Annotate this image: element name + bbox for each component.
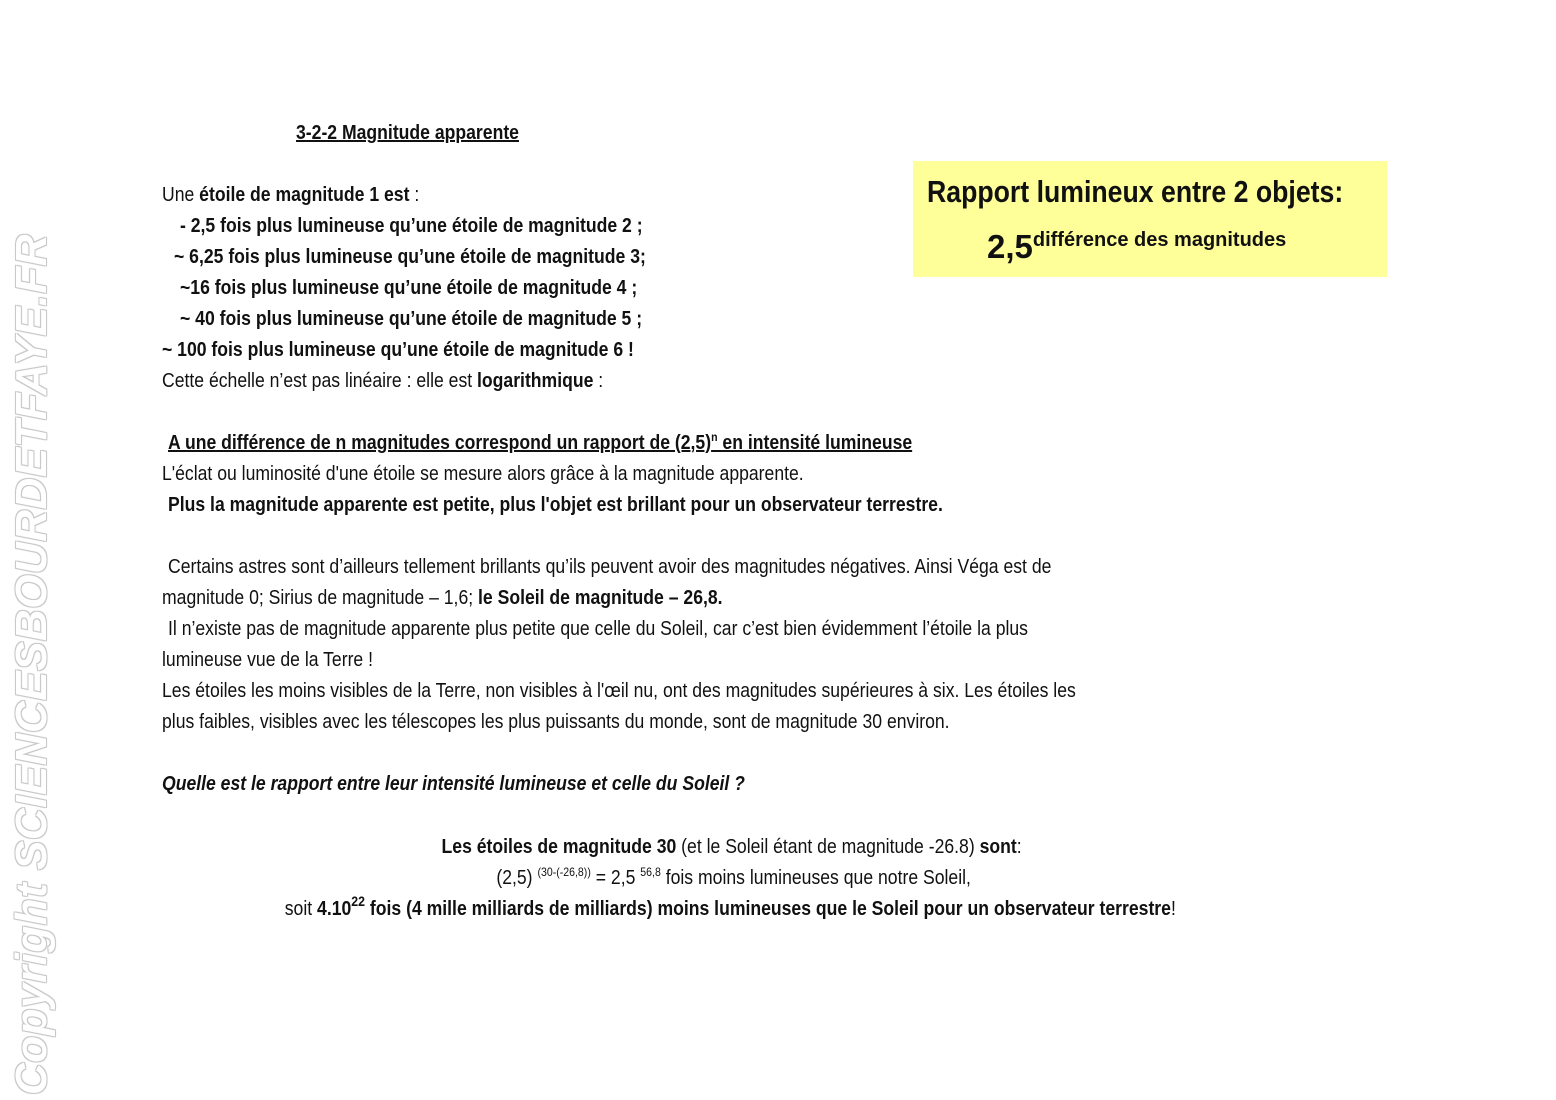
rule-text: A une différence de n magnitudes correspond un rapport de (2,5) bbox=[168, 432, 712, 454]
answer-line2 bbox=[0, 865, 1512, 891]
question-line: Quelle est le rapport entre leur intensité lumineuse et celle du Soleil ? bbox=[162, 773, 745, 795]
para2-line2: lumineuse vue de la Terre ! bbox=[162, 649, 373, 671]
list-item: ~ 6,25 fois plus lumineuse qu’une étoile de magnitude 3; bbox=[174, 246, 646, 268]
answer-line3 bbox=[0, 893, 1508, 922]
answer-l2-base: (2,5) bbox=[496, 867, 538, 889]
para3-line1: Les étoiles les moins visibles de la Terre, non visibles à l'œil nu, ont des magnitudes supérieures à six. Les étoiles les bbox=[162, 680, 1076, 702]
answer-l2-exp: (30-(-26,8)) bbox=[537, 865, 592, 879]
intro-pre: Une bbox=[162, 184, 200, 206]
copyright-watermark: Copyright SCIENCESBOURDETFAYE.FR bbox=[7, 233, 56, 1095]
para1-line1: Certains astres sont d’ailleurs tellement brillants qu’ils peuvent avoir des magnitudes négatives. Ainsi Véga est de bbox=[168, 556, 1052, 578]
rule-line bbox=[168, 430, 912, 456]
section-heading: 3-2-2 Magnitude apparente bbox=[296, 122, 519, 144]
scale-post: : bbox=[593, 370, 604, 392]
para1-bold: le Soleil de magnitude – 26,8. bbox=[478, 587, 723, 609]
list-item: ~16 fois plus lumineuse qu’une étoile de magnitude 4 ; bbox=[180, 277, 638, 299]
scale-line bbox=[162, 368, 603, 394]
eclat-line: L'éclat ou luminosité d'une étoile se mesure alors grâce à la magnitude apparente. bbox=[162, 463, 804, 485]
box-exponent: différence des magnitudes bbox=[1032, 229, 1287, 251]
answer-l1-bold2: sont bbox=[979, 836, 1018, 858]
scale-pre: Cette échelle n’est pas linéaire : elle est bbox=[162, 370, 478, 392]
answer-l1-mid: (et le Soleil étant de magnitude -26.8) bbox=[676, 836, 980, 858]
answer-l2-exp2: 56,8 bbox=[640, 865, 662, 879]
answer-line1 bbox=[0, 834, 1510, 860]
para1-line2 bbox=[162, 585, 723, 611]
list-item: ~ 40 fois plus lumineuse qu’une étoile de magnitude 5 ; bbox=[180, 308, 643, 330]
list-item: - 2,5 fois plus lumineuse qu’une étoile de magnitude 2 ; bbox=[180, 215, 643, 237]
answer-l3-bold2: fois (4 mille milliards de milliards) moins lumineuses que le Soleil pour un observateur terrestre bbox=[364, 898, 1171, 920]
intro-line bbox=[162, 182, 419, 208]
intro-post: : bbox=[409, 184, 420, 206]
box-base: 2,5 bbox=[987, 228, 1033, 265]
answer-l3-end: ! bbox=[1170, 898, 1176, 920]
answer-l2-end: fois moins lumineuses que notre Soleil, bbox=[661, 867, 972, 889]
scale-bold: logarithmique bbox=[477, 370, 594, 392]
rule-exponent: n bbox=[711, 430, 718, 444]
rule-post: en intensité lumineuse bbox=[717, 432, 913, 454]
box-title: Rapport lumineux entre 2 objets: bbox=[927, 174, 1344, 209]
box-formula bbox=[987, 229, 1286, 265]
answer-l1-end: : bbox=[1017, 836, 1023, 858]
ratio-formula-box bbox=[913, 161, 1387, 277]
answer-l3-exp: 22 bbox=[351, 893, 365, 909]
para2-line1: Il n’existe pas de magnitude apparente plus petite que celle du Soleil, car c’est bien évidemment l’étoile la plus bbox=[168, 618, 1028, 640]
answer-l3-pre: soit bbox=[284, 898, 317, 920]
plus-line: Plus la magnitude apparente est petite, plus l'objet est brillant pour un observateur terrestre. bbox=[168, 494, 943, 516]
para3-line2: plus faibles, visibles avec les télescopes les plus puissants du monde, sont de magnitude 30 environ. bbox=[162, 711, 950, 733]
list-item: ~ 100 fois plus lumineuse qu’une étoile de magnitude 6 ! bbox=[162, 339, 634, 361]
answer-l2-eq: = 2,5 bbox=[591, 867, 641, 889]
answer-l3-bold: 4.10 bbox=[316, 898, 352, 920]
answer-l1-bold: Les étoiles de magnitude 30 bbox=[441, 836, 677, 858]
intro-bold: étoile de magnitude 1 est bbox=[199, 184, 410, 206]
para1-pre: magnitude 0; Sirius de magnitude – 1,6; bbox=[162, 587, 479, 609]
